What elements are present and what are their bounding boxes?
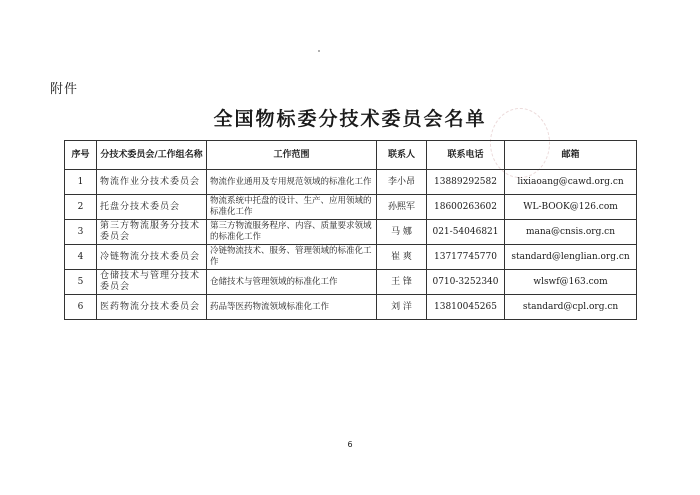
row-phone: 13810045265 [427, 295, 505, 320]
row-index: 2 [65, 195, 97, 220]
committee-table [64, 140, 637, 320]
table-row [65, 270, 637, 295]
row-phone: 021-54046821 [427, 220, 505, 245]
row-index: 3 [65, 220, 97, 245]
row-committee: 医药物流分技术委员会 [97, 295, 207, 320]
row-index: 1 [65, 170, 97, 195]
row-contact: 孙熙军 [377, 195, 427, 220]
table-header-row [65, 141, 637, 170]
row-contact: 刘 洋 [377, 295, 427, 320]
row-scope: 物流作业通用及专用规范领域的标准化工作 [207, 170, 377, 195]
row-email: wlswf@163.com [505, 270, 637, 295]
row-contact: 王 锋 [377, 270, 427, 295]
row-scope: 冷链物流技术、服务、管理领域的标准化工作 [207, 245, 377, 270]
row-phone: 13717745770 [427, 245, 505, 270]
table-row [65, 220, 637, 245]
row-contact: 马 娜 [377, 220, 427, 245]
row-email: standard@cpl.org.cn [505, 295, 637, 320]
row-committee: 冷链物流分技术委员会 [97, 245, 207, 270]
table-row [65, 195, 637, 220]
row-contact: 崔 爽 [377, 245, 427, 270]
header-contact: 联系人 [377, 141, 427, 170]
row-index: 4 [65, 245, 97, 270]
header-index: 序号 [65, 141, 97, 170]
row-scope: 物流系统中托盘的设计、生产、应用领域的标准化工作 [207, 195, 377, 220]
row-phone: 0710-3252340 [427, 270, 505, 295]
row-committee: 物流作业分技术委员会 [97, 170, 207, 195]
row-scope: 药品等医药物流领域标准化工作 [207, 295, 377, 320]
scan-speck [318, 50, 320, 52]
row-scope: 第三方物流服务程序、内容、质量要求领域的标准化工作 [207, 220, 377, 245]
row-phone: 13889292582 [427, 170, 505, 195]
table-row [65, 295, 637, 320]
attachment-label: 附件 [50, 82, 79, 97]
row-index: 6 [65, 295, 97, 320]
table-row [65, 245, 637, 270]
header-committee: 分技术委员会/工作组名称 [97, 141, 207, 170]
header-phone: 联系电话 [427, 141, 505, 170]
row-phone: 18600263602 [427, 195, 505, 220]
row-committee: 托盘分技术委员会 [97, 195, 207, 220]
row-email: WL-BOOK@126.com [505, 195, 637, 220]
page-number: 6 [347, 440, 353, 449]
row-index: 5 [65, 270, 97, 295]
row-committee: 仓储技术与管理分技术委员会 [97, 270, 207, 295]
header-email: 邮箱 [505, 141, 637, 170]
row-contact: 李小昂 [377, 170, 427, 195]
header-scope: 工作范围 [207, 141, 377, 170]
row-scope: 仓储技术与管理领域的标准化工作 [207, 270, 377, 295]
row-committee: 第三方物流服务分技术委员会 [97, 220, 207, 245]
row-email: lixiaoang@cawd.org.cn [505, 170, 637, 195]
row-email: mana@cnsis.org.cn [505, 220, 637, 245]
row-email: standard@lenglian.org.cn [505, 245, 637, 270]
table-row [65, 170, 637, 195]
page-title: 全国物标委分技术委员会名单 [213, 108, 487, 130]
